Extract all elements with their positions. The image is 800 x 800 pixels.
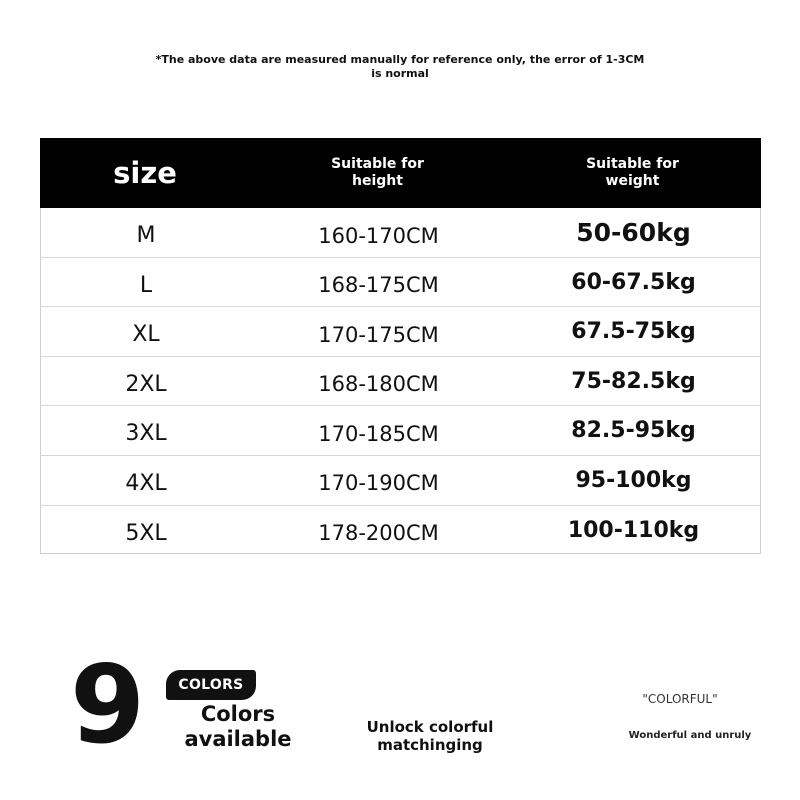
tagline-text: Wonderful and unruly	[628, 730, 752, 741]
weight-cell: 95-100kg	[575, 467, 692, 493]
size-cell: 4XL	[125, 470, 167, 496]
table-row	[41, 307, 760, 357]
header-size: size	[113, 156, 177, 190]
unlock-text: Unlock colorful matchinging	[366, 718, 494, 754]
height-cell: 170-190CM	[318, 471, 439, 496]
size-cell: 2XL	[125, 371, 167, 397]
weight-cell: 60-67.5kg	[571, 269, 696, 295]
weight-cell: 75-82.5kg	[571, 368, 696, 394]
table-header	[40, 138, 761, 208]
height-cell: 178-200CM	[318, 521, 439, 546]
colors-available-text: Colors available	[184, 702, 292, 751]
weight-cell: 67.5-75kg	[571, 319, 696, 345]
height-cell: 168-175CM	[318, 273, 439, 298]
promo-section	[0, 643, 800, 800]
table-row	[41, 357, 760, 407]
table-row	[41, 208, 760, 258]
color-count: 9	[70, 643, 146, 768]
weight-cell: 50-60kg	[576, 218, 691, 247]
colors-badge: COLORS	[166, 670, 256, 700]
size-cell: 3XL	[125, 421, 167, 447]
colorful-label: "COLORFUL"	[642, 692, 718, 706]
size-cell: M	[136, 223, 156, 248]
header-height: Suitable for height	[331, 156, 424, 189]
height-cell: 170-185CM	[318, 421, 439, 446]
measurement-note: *The above data are measured manually for reference only, the error of 1-3CM is normal	[155, 53, 645, 80]
height-cell: 168-180CM	[318, 372, 439, 397]
table-row	[41, 506, 760, 556]
size-cell: L	[139, 272, 153, 298]
header-weight: Suitable for weight	[586, 156, 679, 189]
height-cell: 170-175CM	[318, 322, 439, 347]
height-cell: 160-170CM	[318, 223, 439, 248]
table-row	[41, 406, 760, 456]
table-row	[41, 258, 760, 308]
size-cell: 5XL	[125, 520, 167, 546]
size-chart-table	[40, 138, 761, 554]
weight-cell: 100-110kg	[567, 517, 700, 543]
weight-cell: 82.5-95kg	[571, 418, 696, 444]
table-body	[41, 208, 760, 555]
table-row	[41, 456, 760, 506]
size-cell: XL	[132, 322, 160, 348]
